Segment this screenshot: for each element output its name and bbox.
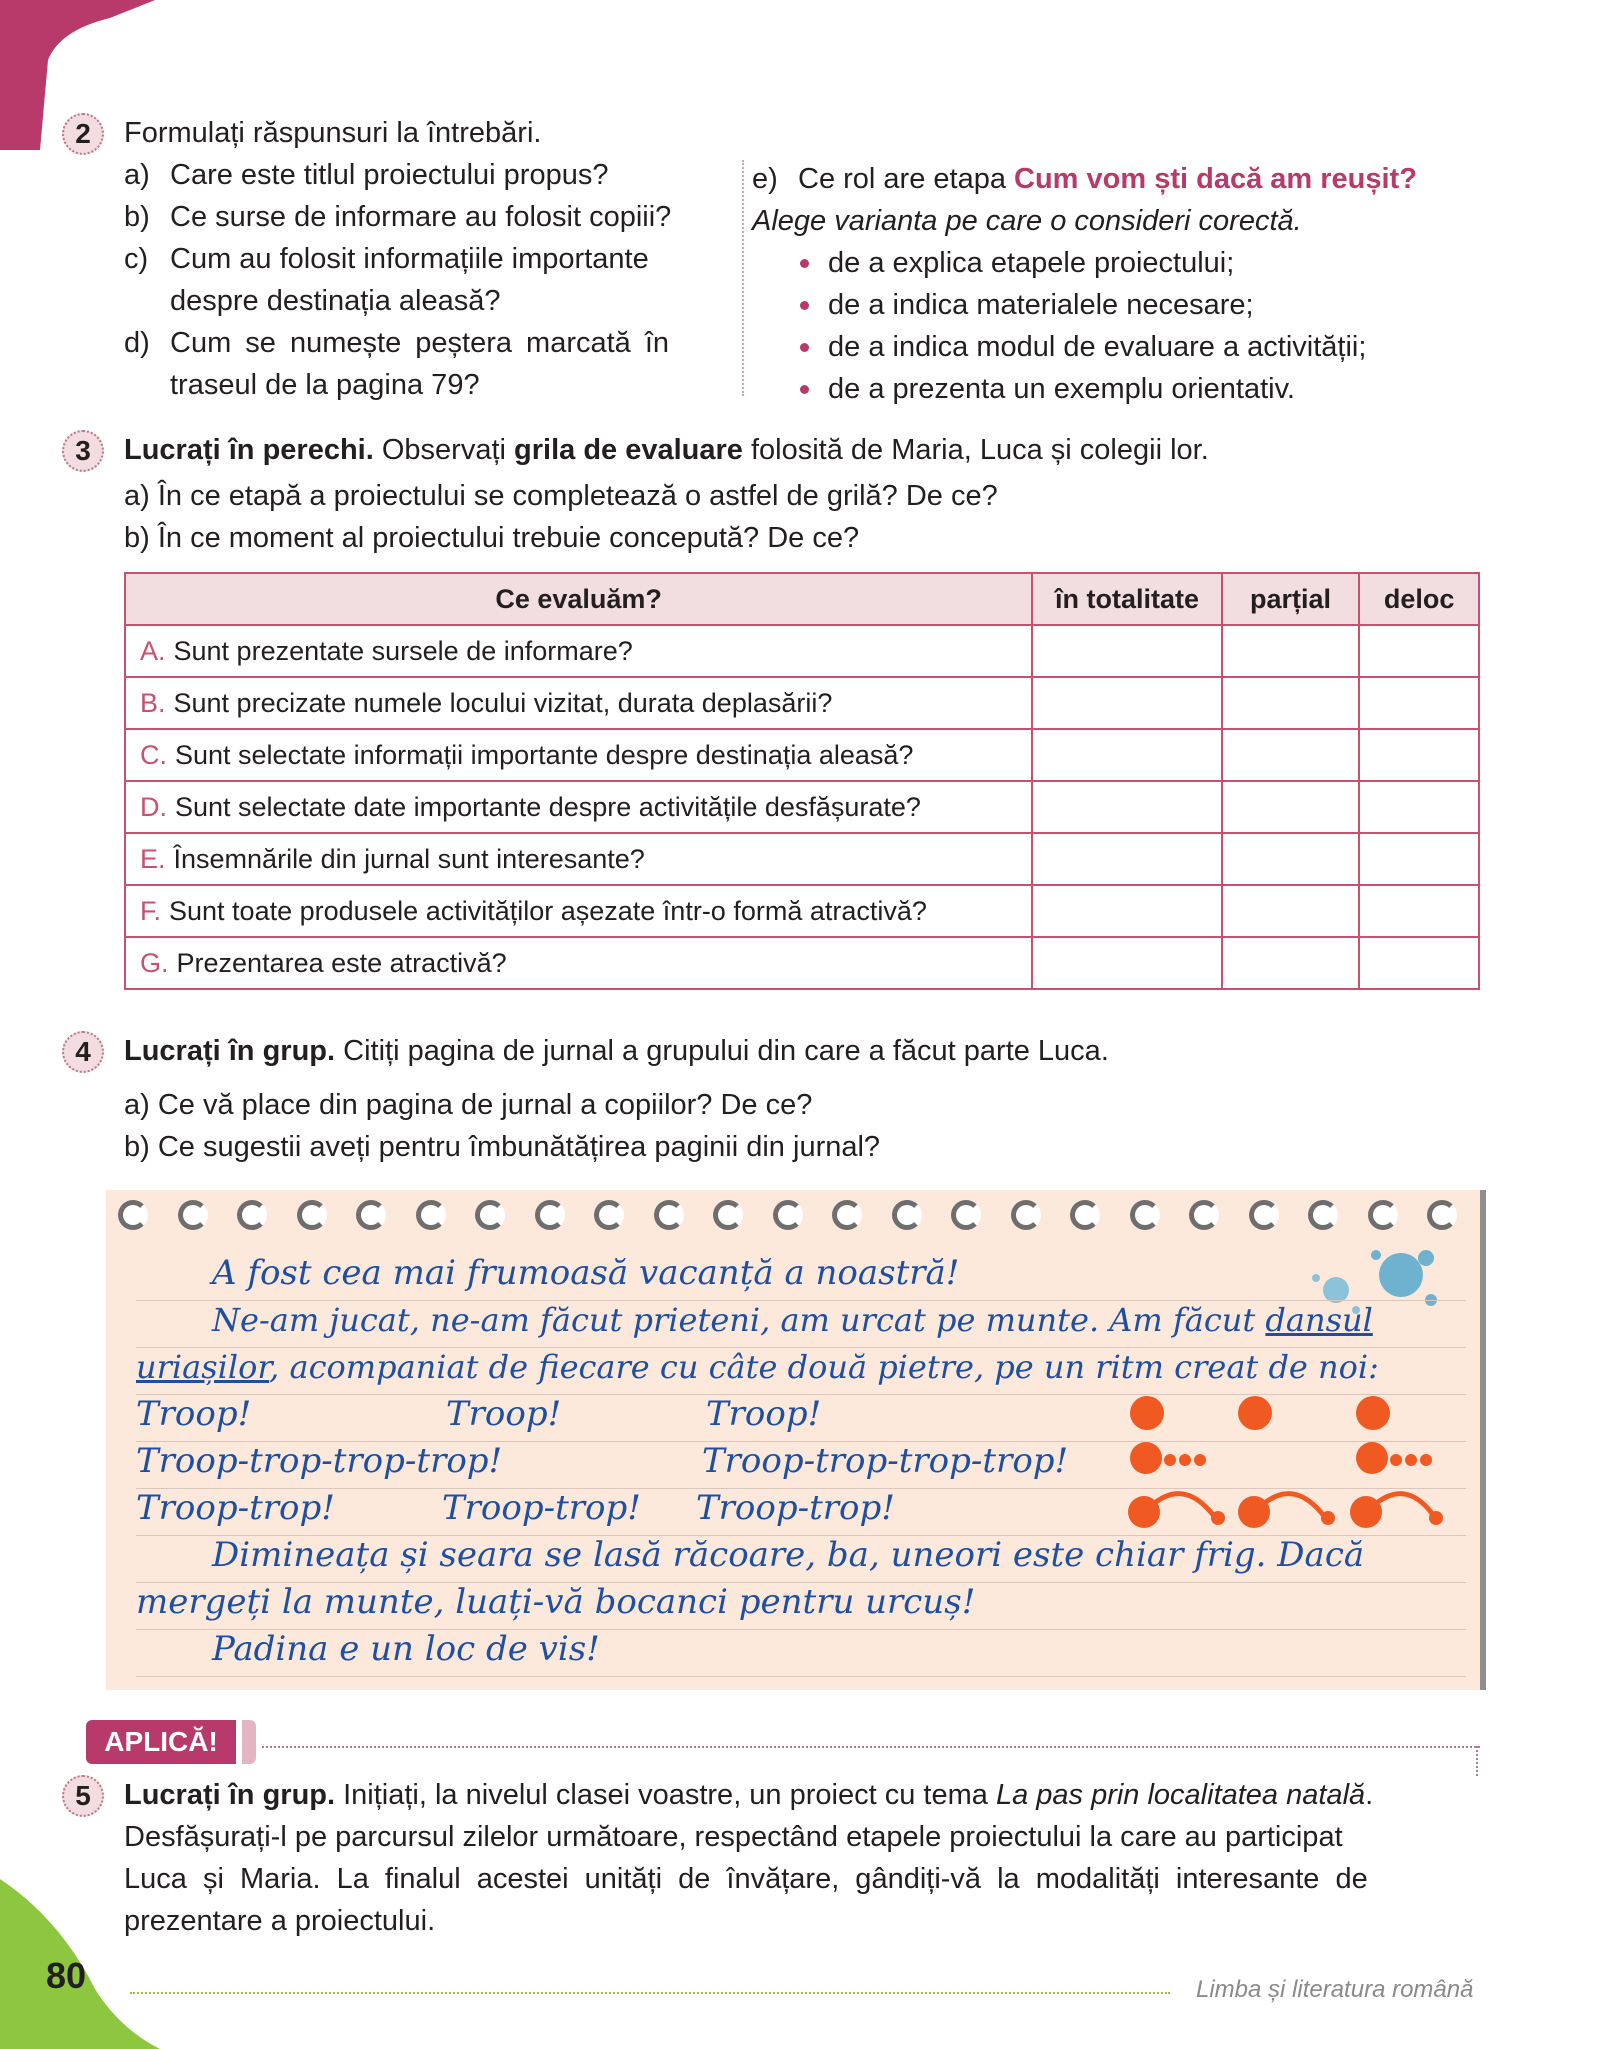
binding-ring-icon — [951, 1200, 981, 1230]
table-cell — [1222, 729, 1360, 781]
question-b: b) Ce sugestii aveți pentru îmbunătățirea paginii din jurnal? — [124, 1131, 881, 1163]
binding-ring-icon — [416, 1200, 446, 1230]
rhythm-text: Troop! — [446, 1394, 562, 1434]
table-cell — [1359, 833, 1479, 885]
table-cell — [1222, 677, 1360, 729]
rhythm-arcs — [1126, 1480, 1446, 1530]
binding-ring-icon — [1070, 1200, 1100, 1230]
question-a: a) În ce etapă a proiectului se completează o astfel de grilă? De ce? — [124, 480, 998, 512]
table-row: C. Sunt selectate informații importante despre destinația aleasă? — [125, 729, 1479, 781]
journal-line: Dimineața și seara se lasă răcoare, ba, uneori este chiar frig. Dacă — [212, 1535, 1365, 1575]
table-header: parțial — [1222, 573, 1360, 625]
table-row: A. Sunt prezentate sursele de informare? — [125, 625, 1479, 677]
journal-line: Ne-am jucat, ne-am făcut prieteni, am urcat pe munte. Am făcut dansul — [212, 1301, 1373, 1339]
exercise-text: Luca și Maria. La finalul acestei unități de învățare, gândiți-vă la modalități interesante de — [124, 1863, 1368, 1895]
table-row: E. Însemnările din jurnal sunt interesante? — [125, 833, 1479, 885]
table-header: deloc — [1359, 573, 1479, 625]
question-b: b) Ce surse de informare au folosit copiii? — [124, 201, 672, 233]
table-cell — [1032, 937, 1221, 989]
exercise-number: 4 — [62, 1031, 104, 1073]
table-cell — [1359, 677, 1479, 729]
binding-ring-icon — [1189, 1200, 1219, 1230]
page-number: 80 — [46, 1955, 87, 1996]
table-cell — [1032, 885, 1221, 937]
rhythm-dot — [1405, 1454, 1417, 1466]
binding-ring-icon — [1249, 1200, 1279, 1230]
exercise-title: Lucrați în perechi. Observați grila de evaluare folosită de Maria, Luca și colegii lor. — [124, 434, 1209, 466]
binding-ring-icon — [713, 1200, 743, 1230]
rhythm-dot — [1238, 1396, 1272, 1430]
table-cell — [1222, 885, 1360, 937]
rhythm-text: Troop-trop-trop-trop! — [136, 1441, 503, 1481]
binding-ring-icon — [1427, 1200, 1457, 1230]
exercise-title: Formulați răspunsuri la întrebări. — [124, 117, 542, 149]
table-row: B. Sunt precizate numele locului vizitat, durata deplasării? — [125, 677, 1479, 729]
question-a: a) Ce vă place din pagina de jurnal a copiilor? De ce? — [124, 1089, 813, 1121]
exercise-text: Desfășurați-l pe parcursul zilelor următoare, respectând etapele proiectului la care au participat — [124, 1821, 1343, 1853]
binding-ring-icon — [237, 1200, 267, 1230]
table-cell — [1032, 729, 1221, 781]
question-c: c) Cum au folosit informațiile importante — [124, 243, 649, 275]
question-c-cont: despre destinația aleasă? — [170, 285, 501, 317]
table-cell — [1359, 937, 1479, 989]
exercise-number: 2 — [62, 113, 104, 155]
rhythm-dot — [1130, 1442, 1162, 1474]
exercise-number: 5 — [62, 1775, 104, 1817]
book-title: Limba și literatura română — [1196, 1976, 1474, 2003]
question-a: a) Care este titlul proiectului propus? — [124, 159, 609, 191]
table-cell — [1222, 625, 1360, 677]
rhythm-dot — [1164, 1454, 1176, 1466]
question-e-instruction: Alege varianta pe care o consideri corectă. — [752, 205, 1302, 237]
rhythm-text: Troop-trop! — [696, 1488, 895, 1528]
rhythm-text: Troop-trop! — [136, 1488, 335, 1528]
binding-ring-icon — [356, 1200, 386, 1230]
rhythm-dot — [1420, 1454, 1432, 1466]
rhythm-dot — [1130, 1396, 1164, 1430]
binding-ring-icon — [297, 1200, 327, 1230]
table-cell — [1359, 885, 1479, 937]
table-cell — [1032, 833, 1221, 885]
table-header: în totalitate — [1032, 573, 1221, 625]
table-cell — [1359, 729, 1479, 781]
table-cell — [1032, 677, 1221, 729]
rhythm-text: Troop-trop! — [442, 1488, 641, 1528]
ruled-line — [136, 1676, 1466, 1677]
rhythm-dot — [1179, 1454, 1191, 1466]
rhythm-text: Troop! — [136, 1394, 252, 1434]
column-separator — [742, 160, 744, 396]
dotted-divider — [1476, 1746, 1478, 1776]
exercise-text: Lucrați în grup. Inițiați, la nivelul clasei voastre, un proiect cu tema La pas prin localitatea natală. — [124, 1779, 1374, 1811]
bullet-icon — [800, 301, 809, 310]
evaluation-table — [124, 572, 1480, 990]
table-row: G. Prezentarea este atractivă? — [125, 937, 1479, 989]
journal-line: mergeți la munte, luați-vă bocanci pentru urcuș! — [136, 1582, 976, 1622]
table-row: F. Sunt toate produsele activităților așezate într-o formă atractivă? — [125, 885, 1479, 937]
option: de a prezenta un exemplu orientativ. — [828, 373, 1295, 405]
apply-section-tab — [242, 1720, 256, 1764]
option: de a indica materialele necesare; — [828, 289, 1254, 321]
dotted-divider — [262, 1746, 1480, 1748]
table-cell — [1222, 781, 1360, 833]
question-e: e) Ce rol are etapa Cum vom ști dacă am reușit? — [752, 163, 1417, 195]
apply-section-label: APLICĂ! — [86, 1720, 236, 1764]
bullet-icon — [800, 343, 809, 352]
exercise-title: Lucrați în grup. Citiți pagina de jurnal a grupului din care a făcut parte Luca. — [124, 1035, 1109, 1067]
table-header-row — [125, 573, 1479, 625]
rhythm-text: Troop! — [706, 1394, 822, 1434]
option: de a indica modul de evaluare a activității; — [828, 331, 1367, 363]
binding-ring-icon — [1130, 1200, 1160, 1230]
journal-line: A fost cea mai frumoasă vacanță a noastră! — [212, 1253, 960, 1293]
question-d: d) Cum se numește peștera marcată în — [124, 327, 670, 359]
binding-ring-icon — [178, 1200, 208, 1230]
rhythm-dot — [1356, 1442, 1388, 1474]
binding-ring-icon — [475, 1200, 505, 1230]
rhythm-text: Troop-trop-trop-trop! — [702, 1441, 1069, 1481]
table-cell — [1222, 937, 1360, 989]
journal-line: Padina e un loc de vis! — [212, 1629, 600, 1669]
table-cell — [1032, 625, 1221, 677]
binding-ring-icon — [1308, 1200, 1338, 1230]
binding-ring-icon — [892, 1200, 922, 1230]
binding-ring-icon — [654, 1200, 684, 1230]
rhythm-dot — [1356, 1396, 1390, 1430]
table-header: Ce evaluăm? — [125, 573, 1032, 625]
question-b: b) În ce moment al proiectului trebuie concepută? De ce? — [124, 522, 860, 554]
question-d-cont: traseul de la pagina 79? — [170, 369, 480, 401]
journal-page — [106, 1190, 1486, 1690]
table-row: D. Sunt selectate date importante despre activitățile desfășurate? — [125, 781, 1479, 833]
exercise-number: 3 — [62, 430, 104, 472]
journal-line: uriașilor, acompaniat de fiecare cu câte două pietre, pe un ritm creat de noi: — [136, 1348, 1379, 1386]
binding-ring-icon — [535, 1200, 565, 1230]
binding-ring-icon — [832, 1200, 862, 1230]
exercise-text: prezentare a proiectului. — [124, 1905, 436, 1937]
rhythm-dot — [1390, 1454, 1402, 1466]
binding-ring-icon — [1011, 1200, 1041, 1230]
table-cell — [1222, 833, 1360, 885]
table-cell — [1032, 781, 1221, 833]
binding-ring-icon — [118, 1200, 148, 1230]
binding-ring-icon — [1368, 1200, 1398, 1230]
table-cell — [1359, 625, 1479, 677]
bullet-icon — [800, 259, 809, 268]
binding-ring-icon — [773, 1200, 803, 1230]
rhythm-dot — [1194, 1454, 1206, 1466]
footer-divider — [130, 1992, 1170, 1994]
binding-ring-icon — [594, 1200, 624, 1230]
table-cell — [1359, 781, 1479, 833]
bullet-icon — [800, 385, 809, 394]
option: de a explica etapele proiectului; — [828, 247, 1235, 279]
